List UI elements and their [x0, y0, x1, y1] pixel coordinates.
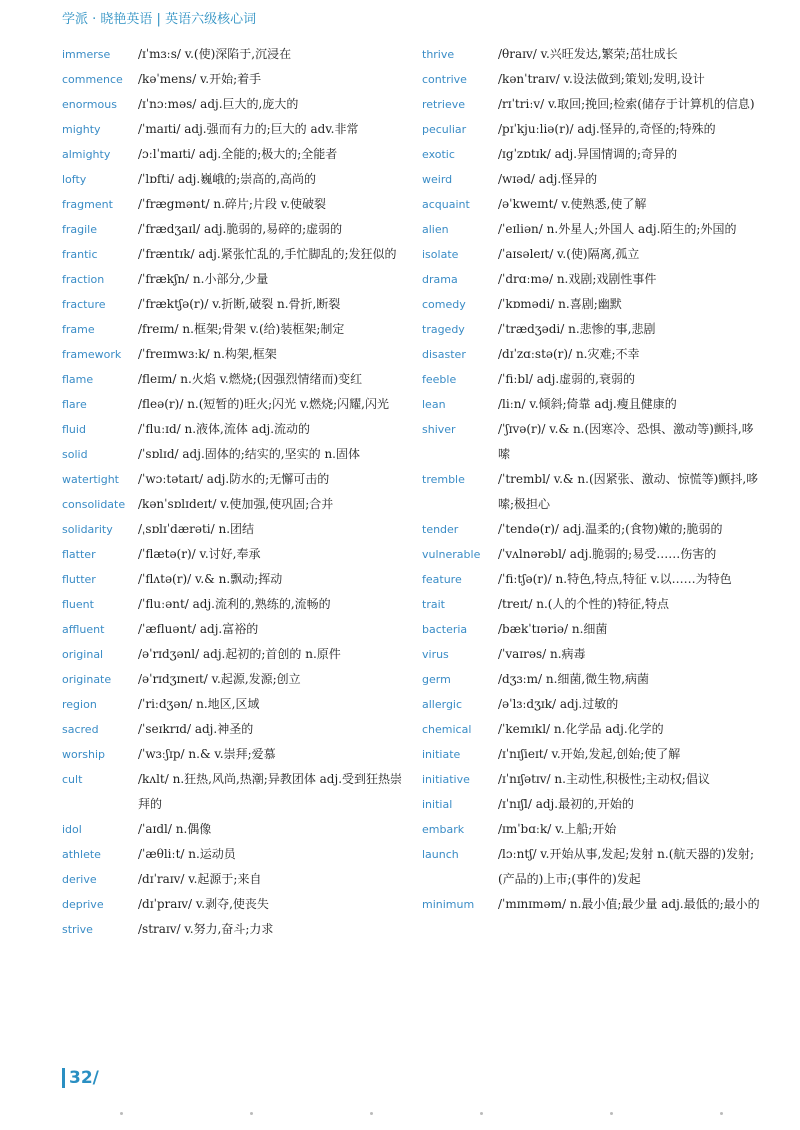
right-column [422, 42, 762, 917]
vocab-entry [422, 67, 762, 92]
definition: /ˈkemɪkl/ n.化学品 adj.化学的 [498, 722, 664, 736]
vocab-entry [422, 717, 762, 742]
vocab-entry [422, 517, 762, 542]
headword: solid [62, 448, 88, 461]
definition: /ˈʃɪvə(r)/ v.& n.(因寒冷、恐惧、激动等)颤抖,哆嗦 [498, 422, 754, 461]
definition: /ˈfiːbl/ adj.虚弱的,衰弱的 [498, 372, 635, 386]
headword: launch [422, 848, 459, 861]
definition: /ˈfiːtʃə(r)/ n.特色,特点,特征 v.以……为特色 [498, 572, 732, 586]
headword: feeble [422, 373, 457, 386]
definition: /ɪˈnɪʃətɪv/ n.主动性,积极性;主动权;倡议 [498, 772, 710, 786]
headword: minimum [422, 898, 475, 911]
headword: tender [422, 523, 459, 536]
definition: /ˈfræntɪk/ adj.紧张忙乱的,手忙脚乱的;发狂似的 [138, 247, 397, 261]
headword: feature [422, 573, 462, 586]
headword: initial [422, 798, 453, 811]
headword: fraction [62, 273, 105, 286]
vocab-entry [422, 142, 762, 167]
vocab-entry [422, 317, 762, 342]
definition: /ˈfluːənt/ adj.流利的,熟练的,流畅的 [138, 597, 331, 611]
page-header [62, 8, 256, 27]
vocab-entry [422, 192, 762, 217]
vocab-entry [62, 92, 402, 117]
headword: consolidate [62, 498, 126, 511]
definition: /ɪˈnɔːməs/ adj.巨大的,庞大的 [138, 97, 299, 111]
headword: commence [62, 73, 123, 86]
vocab-entry [62, 517, 402, 542]
vocab-entry [422, 292, 762, 317]
vocab-entry [62, 367, 402, 392]
definition: /ɪˈnɪʃl/ adj.最初的,开始的 [498, 797, 634, 811]
headword: worship [62, 748, 105, 761]
headword: idol [62, 823, 82, 836]
definition: /ˈmɪnɪməm/ n.最小值;最少量 adj.最低的;最小的 [498, 897, 760, 911]
definition: /ˈvʌlnərəbl/ adj.脆弱的;易受……伤害的 [498, 547, 717, 561]
headword: initiative [422, 773, 470, 786]
headword: region [62, 698, 97, 711]
headword: solidarity [62, 523, 113, 536]
definition: /ˈdrɑːmə/ n.戏剧;戏剧性事件 [498, 272, 657, 286]
vocab-entry [422, 692, 762, 717]
definition: /ˈtendə(r)/ adj.温柔的;(食物)嫩的;脆弱的 [498, 522, 723, 536]
definition: /ˈfreɪmwɜːk/ n.构架,框架 [138, 347, 277, 361]
left-column [62, 42, 402, 942]
vocab-entry [422, 792, 762, 817]
definition: /ˈtrembl/ v.& n.(因紧张、激动、惊慌等)颤抖,哆嗦;极担心 [498, 472, 759, 511]
headword: tragedy [422, 323, 465, 336]
definition: /lɔːntʃ/ v.开始从事,发起;发射 n.(航天器的)发射;(产品的)上市;(事件的)发起 [498, 847, 755, 886]
definition: /liːn/ v.倾斜;倚靠 adj.瘦且健康的 [498, 397, 677, 411]
definition: /ˈsɒlɪd/ adj.固体的;结实的,坚实的 n.固体 [138, 447, 360, 461]
headword: immerse [62, 48, 111, 61]
headword: strive [62, 923, 93, 936]
vocab-entry [62, 567, 402, 592]
definition: /kəˈmens/ v.开始;着手 [138, 72, 262, 86]
page-number: 32/ [62, 1068, 99, 1088]
vocab-entry [62, 867, 402, 892]
vocab-entry [62, 617, 402, 642]
headword: allergic [422, 698, 463, 711]
headword: virus [422, 648, 449, 661]
definition: /bækˈtɪəriə/ n.细菌 [498, 622, 608, 636]
headword: derive [62, 873, 97, 886]
vocab-entry [422, 42, 762, 67]
headword: trait [422, 598, 445, 611]
vocab-entry [422, 92, 762, 117]
vocab-entry [422, 592, 762, 617]
vocab-entry [422, 767, 762, 792]
definition: /ɪmˈbɑːk/ v.上船;开始 [498, 822, 617, 836]
headword: original [62, 648, 104, 661]
headword: comedy [422, 298, 466, 311]
definition: /əˈlɜːdʒɪk/ adj.过敏的 [498, 697, 619, 711]
definition: /dɪˈzɑːstə(r)/ n.灾难;不幸 [498, 347, 640, 361]
headword: affluent [62, 623, 105, 636]
vocab-entry [422, 642, 762, 667]
vocab-entry [62, 117, 402, 142]
definition: /ˈkɒmədi/ n.喜剧;幽默 [498, 297, 622, 311]
headword: mighty [62, 123, 101, 136]
headword: peculiar [422, 123, 467, 136]
headword: originate [62, 673, 112, 686]
definition: /əˈkweɪnt/ v.使熟悉,使了解 [498, 197, 647, 211]
vocab-entry [62, 317, 402, 342]
headword: lofty [62, 173, 87, 186]
vocab-entry [62, 542, 402, 567]
definition: /ˈfluːɪd/ n.液体,流体 adj.流动的 [138, 422, 311, 436]
headword: almighty [62, 148, 111, 161]
definition: /ɪgˈzɒtɪk/ adj.异国情调的;奇异的 [498, 147, 678, 161]
headword: drama [422, 273, 458, 286]
vocab-entry [62, 67, 402, 92]
headword: watertight [62, 473, 119, 486]
book-subtitle: 英语六级核心词 [165, 12, 257, 27]
headword: germ [422, 673, 451, 686]
headword: disaster [422, 348, 466, 361]
vocab-entry [62, 917, 402, 942]
definition: /fleɪm/ n.火焰 v.燃烧;(因强烈情绪而)变红 [138, 372, 363, 386]
headword: bacteria [422, 623, 468, 636]
definition: /freɪm/ n.框架;骨架 v.(给)装框架;制定 [138, 322, 345, 336]
headword: alien [422, 223, 449, 236]
definition: /fleə(r)/ n.(短暂的)旺火;闪光 v.燃烧;闪耀,闪光 [138, 397, 389, 411]
vocab-entry [62, 167, 402, 192]
vocab-entry [62, 817, 402, 842]
definition: /ˈseɪkrɪd/ adj.神圣的 [138, 722, 254, 736]
brand-title: 学派 · 晓艳英语 [62, 12, 153, 27]
headword: frantic [62, 248, 98, 261]
headword: frame [62, 323, 95, 336]
definition: /ɔːlˈmaɪti/ adj.全能的;极大的;全能者 [138, 147, 338, 161]
headword: lean [422, 398, 446, 411]
definition: /ɪˈnɪʃieɪt/ v.开始,发起,创始;使了解 [498, 747, 681, 761]
definition: /ˈaɪdl/ n.偶像 [138, 822, 212, 836]
headword: exotic [422, 148, 455, 161]
vocab-entry [62, 342, 402, 367]
definition: /rɪˈtriːv/ v.取回;挽回;检索(储存于计算机的信息) [498, 97, 755, 111]
vocab-entry [422, 842, 762, 892]
headword: sacred [62, 723, 99, 736]
vocab-entry [62, 642, 402, 667]
vocab-entry [422, 342, 762, 367]
vocab-entry [62, 692, 402, 717]
definition: /ˌsɒlɪˈdærəti/ n.团结 [138, 522, 255, 536]
vocab-entry [422, 617, 762, 642]
vocab-entry [422, 567, 762, 592]
headword: vulnerable [422, 548, 481, 561]
definition: /ˈtrædʒədi/ n.悲惨的事,悲剧 [498, 322, 656, 336]
headword: shiver [422, 423, 456, 436]
headword: chemical [422, 723, 472, 736]
vocab-entry [62, 842, 402, 867]
definition: /əˈrɪdʒənl/ adj.起初的;首创的 n.原件 [138, 647, 341, 661]
definition: /kənˈtraɪv/ v.设法做到;策划;发明,设计 [498, 72, 705, 86]
vocab-entry [422, 242, 762, 267]
vocab-entry [62, 717, 402, 742]
definition: /ˈvaɪrəs/ n.病毒 [498, 647, 586, 661]
headword: retrieve [422, 98, 465, 111]
definition: /ˈaɪsəleɪt/ v.(使)隔离,孤立 [498, 247, 640, 261]
headword: weird [422, 173, 453, 186]
definition: /ˈmaɪti/ adj.强而有力的;巨大的 adv.非常 [138, 122, 359, 136]
headword: fragment [62, 198, 113, 211]
definition: /ˈæθliːt/ n.运动员 [138, 847, 236, 861]
headword: athlete [62, 848, 101, 861]
vocab-entry [62, 42, 402, 67]
headword: fluid [62, 423, 86, 436]
header-divider: | [156, 12, 161, 27]
vocab-entry [62, 292, 402, 317]
definition: /treɪt/ n.(人的个性的)特征,特点 [498, 597, 669, 611]
definition: /ˈwɜːʃɪp/ n.& v.崇拜;爱慕 [138, 747, 276, 761]
vocab-entry [62, 192, 402, 217]
headword: thrive [422, 48, 455, 61]
definition: /ˈflʌtə(r)/ v.& n.飘动;挥动 [138, 572, 283, 586]
definition: /straɪv/ v.努力,奋斗;力求 [138, 922, 274, 936]
vocab-entry [62, 742, 402, 767]
footer-dots [0, 1112, 800, 1122]
vocab-entry [62, 242, 402, 267]
headword: tremble [422, 473, 465, 486]
vocab-entry [422, 467, 762, 517]
vocab-entry [422, 542, 762, 567]
headword: deprive [62, 898, 104, 911]
headword: isolate [422, 248, 459, 261]
vocab-entry [422, 367, 762, 392]
definition: /ˈwɔːtətaɪt/ adj.防水的;无懈可击的 [138, 472, 330, 486]
definition: /ˈeɪliən/ n.外星人;外国人 adj.陌生的;外国的 [498, 222, 737, 236]
definition: /dʒɜːm/ n.细菌,微生物,病菌 [498, 672, 650, 686]
definition: /dɪˈraɪv/ v.起源于;来自 [138, 872, 262, 886]
vocab-entry [62, 442, 402, 467]
vocab-entry [422, 167, 762, 192]
vocab-entry [62, 467, 402, 492]
headword: flutter [62, 573, 96, 586]
vocab-entry [422, 817, 762, 842]
vocab-entry [62, 217, 402, 242]
vocab-entry [62, 417, 402, 442]
definition: /pɪˈkjuːliə(r)/ adj.怪异的,奇怪的;特殊的 [498, 122, 716, 136]
definition: /wɪəd/ adj.怪异的 [498, 172, 598, 186]
definition: /kənˈsɒlɪdeɪt/ v.使加强,使巩固;合并 [138, 497, 334, 511]
headword: acquaint [422, 198, 470, 211]
definition: /ˈlɒfti/ adj.巍峨的;崇高的,高尚的 [138, 172, 317, 186]
vocab-entry [422, 667, 762, 692]
definition: /ˈfrægmənt/ n.碎片;片段 v.使破裂 [138, 197, 326, 211]
definition: /ˈriːdʒən/ n.地区,区域 [138, 697, 260, 711]
definition: /əˈrɪdʒɪneɪt/ v.起源,发源;创立 [138, 672, 301, 686]
definition: /ˈæfluənt/ adj.富裕的 [138, 622, 259, 636]
vocab-entry [62, 667, 402, 692]
definition: /ˈfrædʒaɪl/ adj.脆弱的,易碎的;虚弱的 [138, 222, 343, 236]
vocab-entry [422, 392, 762, 417]
vocab-entry [62, 767, 402, 817]
headword: framework [62, 348, 122, 361]
vocab-entry [62, 142, 402, 167]
definition: /θraɪv/ v.兴旺发达,繁荣;茁壮成长 [498, 47, 678, 61]
definition: /dɪˈpraɪv/ v.剥夺,使丧失 [138, 897, 269, 911]
definition: /ɪˈmɜːs/ v.(使)深陷于,沉浸在 [138, 47, 292, 61]
headword: flame [62, 373, 94, 386]
vocab-entry [62, 892, 402, 917]
headword: embark [422, 823, 465, 836]
definition: /kʌlt/ n.狂热,风尚,热潮;异教团体 adj.受到狂热崇拜的 [138, 772, 403, 811]
vocab-entry [422, 117, 762, 142]
vocab-entry [62, 492, 402, 517]
headword: fluent [62, 598, 94, 611]
headword: contrive [422, 73, 467, 86]
vocab-entry [62, 392, 402, 417]
headword: cult [62, 773, 83, 786]
definition: /ˈfrækʃn/ n.小部分,少量 [138, 272, 269, 286]
vocab-entry [422, 742, 762, 767]
vocab-entry [422, 892, 762, 917]
vocab-entry [422, 417, 762, 467]
vocab-entry [62, 592, 402, 617]
headword: initiate [422, 748, 461, 761]
definition: /ˈflætə(r)/ v.讨好,奉承 [138, 547, 261, 561]
vocab-entry [62, 267, 402, 292]
vocab-entry [422, 217, 762, 242]
headword: flare [62, 398, 87, 411]
headword: enormous [62, 98, 117, 111]
headword: flatter [62, 548, 96, 561]
headword: fracture [62, 298, 106, 311]
vocab-entry [422, 267, 762, 292]
headword: fragile [62, 223, 97, 236]
definition: /ˈfræktʃə(r)/ v.折断,破裂 n.骨折,断裂 [138, 297, 341, 311]
